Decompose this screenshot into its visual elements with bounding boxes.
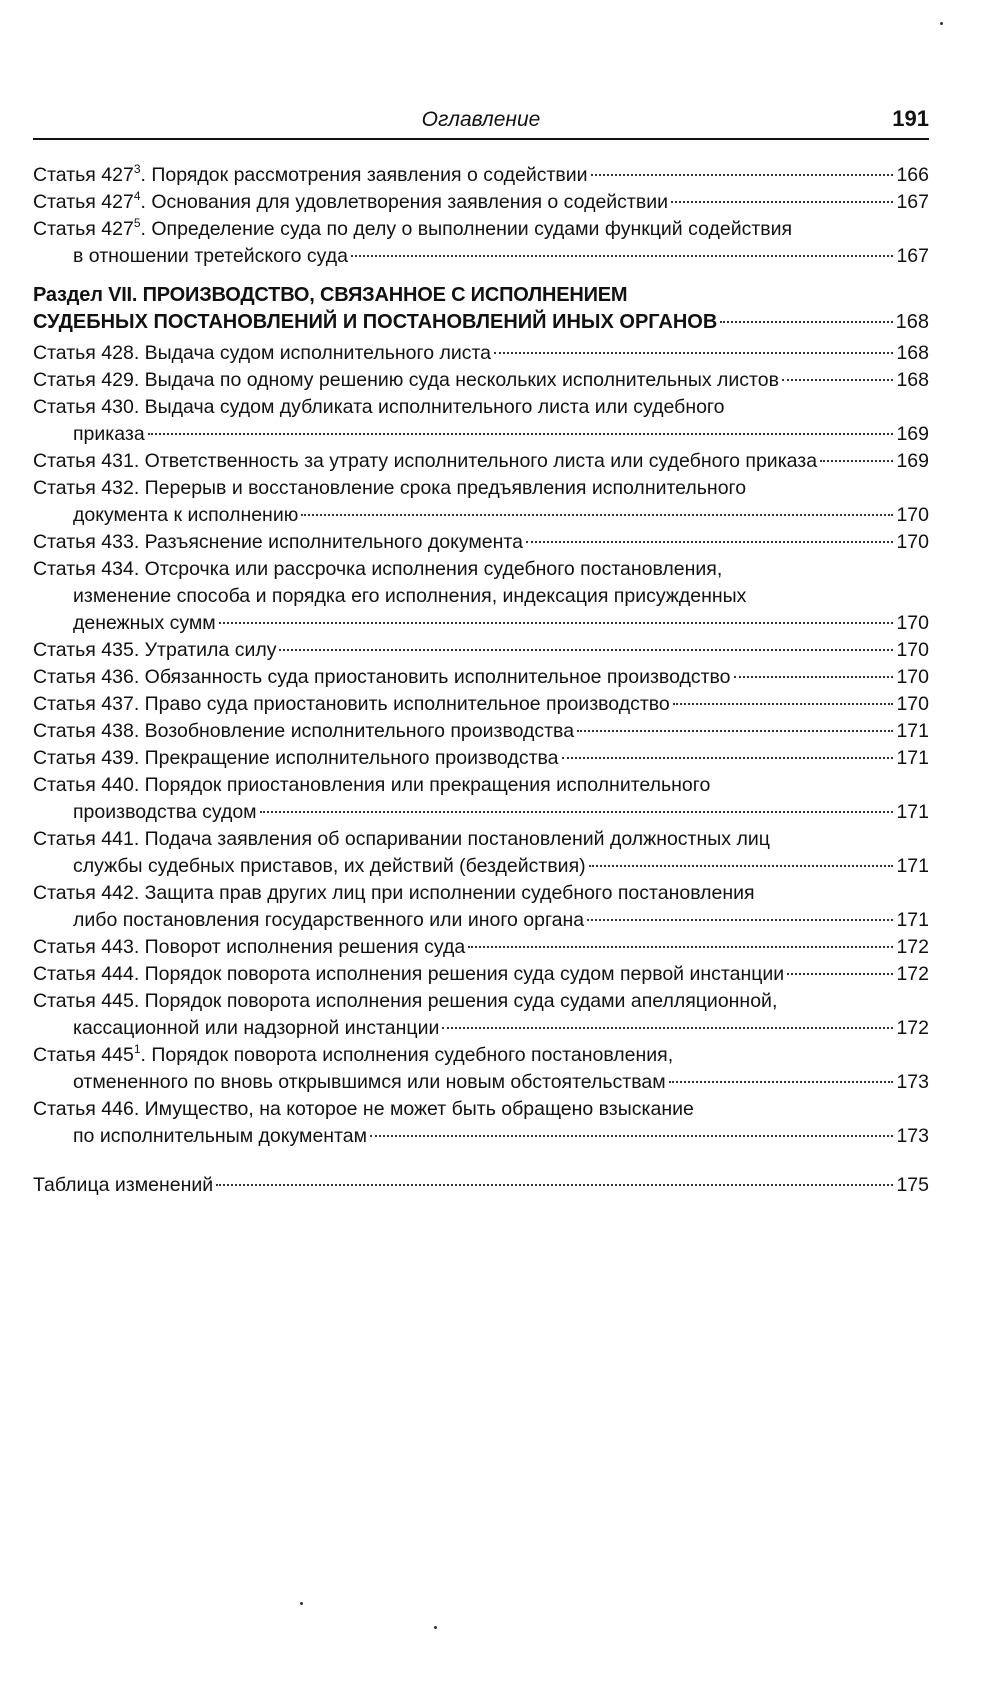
entry-page-number: 170 [896,504,929,526]
entry-title: Статья 433. Разъяснение исполнительного документа [33,531,523,553]
dot-leader [820,459,893,462]
toc-entry[interactable] [33,1096,929,1150]
dot-leader [587,918,893,921]
dot-leader [526,540,894,543]
toc-entry[interactable] [33,961,929,988]
entry-page-number: 171 [896,747,929,769]
dot-leader [370,1134,893,1137]
entry-title-continuation: отмененного по вновь открывшимся или новым обстоятельствам [73,1071,666,1093]
entry-title: Статья 432. Перерыв и восстановление срока предъявления исполнительного [33,477,747,499]
entry-title: Таблица изменений [33,1174,214,1196]
entry-title-continuation: либо постановления государственного или иного органа [73,909,585,931]
entry-title-continuation: документа к исполнению [73,504,299,526]
entry-page-number: 171 [896,855,929,877]
entry-title: Статья $427^4$. Основания для удовлетворения заявления о содействии [33,188,669,213]
entry-page-number: 171 [896,720,929,742]
entry-title: Статья 435. Утратила силу [33,639,277,661]
dot-leader [782,378,894,381]
entry-title: Статья 442. Защита прав других лиц при исполнении судебного постановления [33,882,755,904]
toc-entry[interactable] [33,216,929,270]
toc-entry[interactable] [33,189,929,216]
entry-title: Статья 431. Ответственность за утрату исполнительного листа или судебного приказа [33,450,818,472]
toc-entry[interactable] [33,367,929,394]
entry-page-number: 175 [896,1174,929,1196]
dot-leader [591,173,894,176]
toc-entry[interactable] [33,475,929,529]
dot-leader [720,320,892,323]
toc-entry[interactable] [33,529,929,556]
scan-speck [940,22,943,25]
entry-page-number: 170 [896,531,929,553]
toc-entry[interactable] [33,826,929,880]
toc-entry[interactable] [33,1042,929,1096]
entry-title: Статья 434. Отсрочка или рассрочка исполнения судебного постановления, [33,558,723,580]
toc-entry[interactable] [33,745,929,772]
dot-leader [589,864,894,867]
entry-page-number: 172 [896,936,929,958]
scan-speck [300,1602,303,1605]
entry-title: Статья 445. Порядок поворота исполнения решения суда судами апелляционной, [33,990,778,1012]
dot-leader [216,1183,893,1186]
entry-title: Статья 446. Имущество, на которое не может быть обращено взыскание [33,1098,694,1120]
entry-page-number: 168 [896,369,929,391]
section-title-continuation: СУДЕБНЫХ ПОСТАНОВЛЕНИЙ И ПОСТАНОВЛЕНИЙ ИНЫХ ОРГАНОВ [33,311,718,333]
entry-title-continuation: приказа [73,423,145,445]
entry-title: Статья $445^1$. Порядок поворота исполнения судебного постановления, [33,1041,674,1066]
toc-entry[interactable] [33,637,929,664]
entry-title: Статья 430. Выдача судом дубликата исполнительного листа или судебного [33,396,725,418]
entry-title: Статья 436. Обязанность суда приостановить исполнительное производство [33,666,731,688]
dot-leader [787,972,893,975]
scan-speck [434,1626,437,1629]
entry-title-continuation: кассационной или надзорной инстанции [73,1017,440,1039]
spacer [33,1150,929,1172]
running-title: Оглавление [421,108,541,131]
toc-entry[interactable] [33,556,929,637]
entry-title-continuation: денежных сумм [73,612,216,634]
entry-title-continuation: по исполнительным документам [73,1125,368,1147]
entry-title: Статья 443. Поворот исполнения решения суда [33,936,466,958]
dot-leader [219,621,894,624]
dot-leader [673,702,894,705]
entry-page-number: 170 [896,666,929,688]
entry-page-number: 170 [896,639,929,661]
toc-section-heading[interactable] [33,282,929,336]
toc-entry[interactable] [33,934,929,961]
dot-leader [148,432,894,435]
entry-page-number: 167 [896,245,929,267]
dot-leader [494,351,893,354]
page-number: 191 [892,106,929,131]
entry-title: Статья 438. Возобновление исполнительного производства [33,720,575,742]
entry-page-number: 170 [896,693,929,715]
section-title: Раздел VII. ПРОИЗВОДСТВО, СВЯЗАННОЕ С ИСПОЛНЕНИЕМ [33,284,628,306]
dot-leader [577,729,893,732]
toc-entry[interactable] [33,772,929,826]
dot-leader [301,513,893,516]
toc-entry[interactable] [33,340,929,367]
dot-leader [671,200,893,203]
page-header [33,104,929,140]
entry-title: Статья 441. Подача заявления об оспаривании постановлений должностных лиц [33,828,770,850]
dot-leader [468,945,893,948]
entry-title: Статья 439. Прекращение исполнительного производства [33,747,559,769]
entry-title: Статья 440. Порядок приостановления или прекращения исполнительного [33,774,711,796]
dot-leader [734,675,894,678]
dot-leader [351,254,893,257]
entry-page-number: 172 [896,963,929,985]
dot-leader [442,1026,893,1029]
toc-entry[interactable] [33,448,929,475]
entry-title-continuation: изменение способа и порядка его исполнения, индексация присужденных [73,585,747,607]
entry-page-number: 169 [896,450,929,472]
entry-page-number: 171 [896,909,929,931]
entry-page-number: 168 [895,311,929,333]
toc-entry[interactable] [33,664,929,691]
entry-title: Статья $427^5$. Определение суда по делу о выполнении судами функций содействия [33,215,793,240]
entry-title: Статья 437. Право суда приостановить исполнительное производство [33,693,670,715]
entry-page-number: 173 [896,1125,929,1147]
entry-page-number: 168 [896,342,929,364]
dot-leader [279,648,893,651]
toc-entry[interactable] [33,880,929,934]
entry-title-continuation: производства судом [73,801,257,823]
entry-title: Статья $427^3$. Порядок рассмотрения заявления о содействии [33,161,588,186]
toc-entry[interactable] [33,394,929,448]
entry-title: Статья 444. Порядок поворота исполнения решения суда судом первой инстанции [33,963,785,985]
dot-leader [260,810,894,813]
toc-entry-changes-table[interactable] [33,1172,929,1199]
dot-leader [669,1080,894,1083]
toc-entry[interactable] [33,988,929,1042]
toc-entry[interactable] [33,691,929,718]
entry-title: Статья 429. Выдача по одному решению суда нескольких исполнительных листов [33,369,779,391]
entry-page-number: 169 [896,423,929,445]
table-of-contents [33,162,929,1199]
entry-title: Статья 428. Выдача судом исполнительного листа [33,342,492,364]
toc-entry[interactable] [33,718,929,745]
dot-leader [562,756,894,759]
entry-page-number: 166 [896,164,929,186]
entry-page-number: 173 [896,1071,929,1093]
entry-title-continuation: в отношении третейского суда [73,245,348,267]
entry-page-number: 170 [896,612,929,634]
toc-entry[interactable] [33,162,929,189]
entry-page-number: 171 [896,801,929,823]
entry-title-continuation: службы судебных приставов, их действий (бездействия) [73,855,586,877]
entry-page-number: 167 [896,191,929,213]
entry-page-number: 172 [896,1017,929,1039]
